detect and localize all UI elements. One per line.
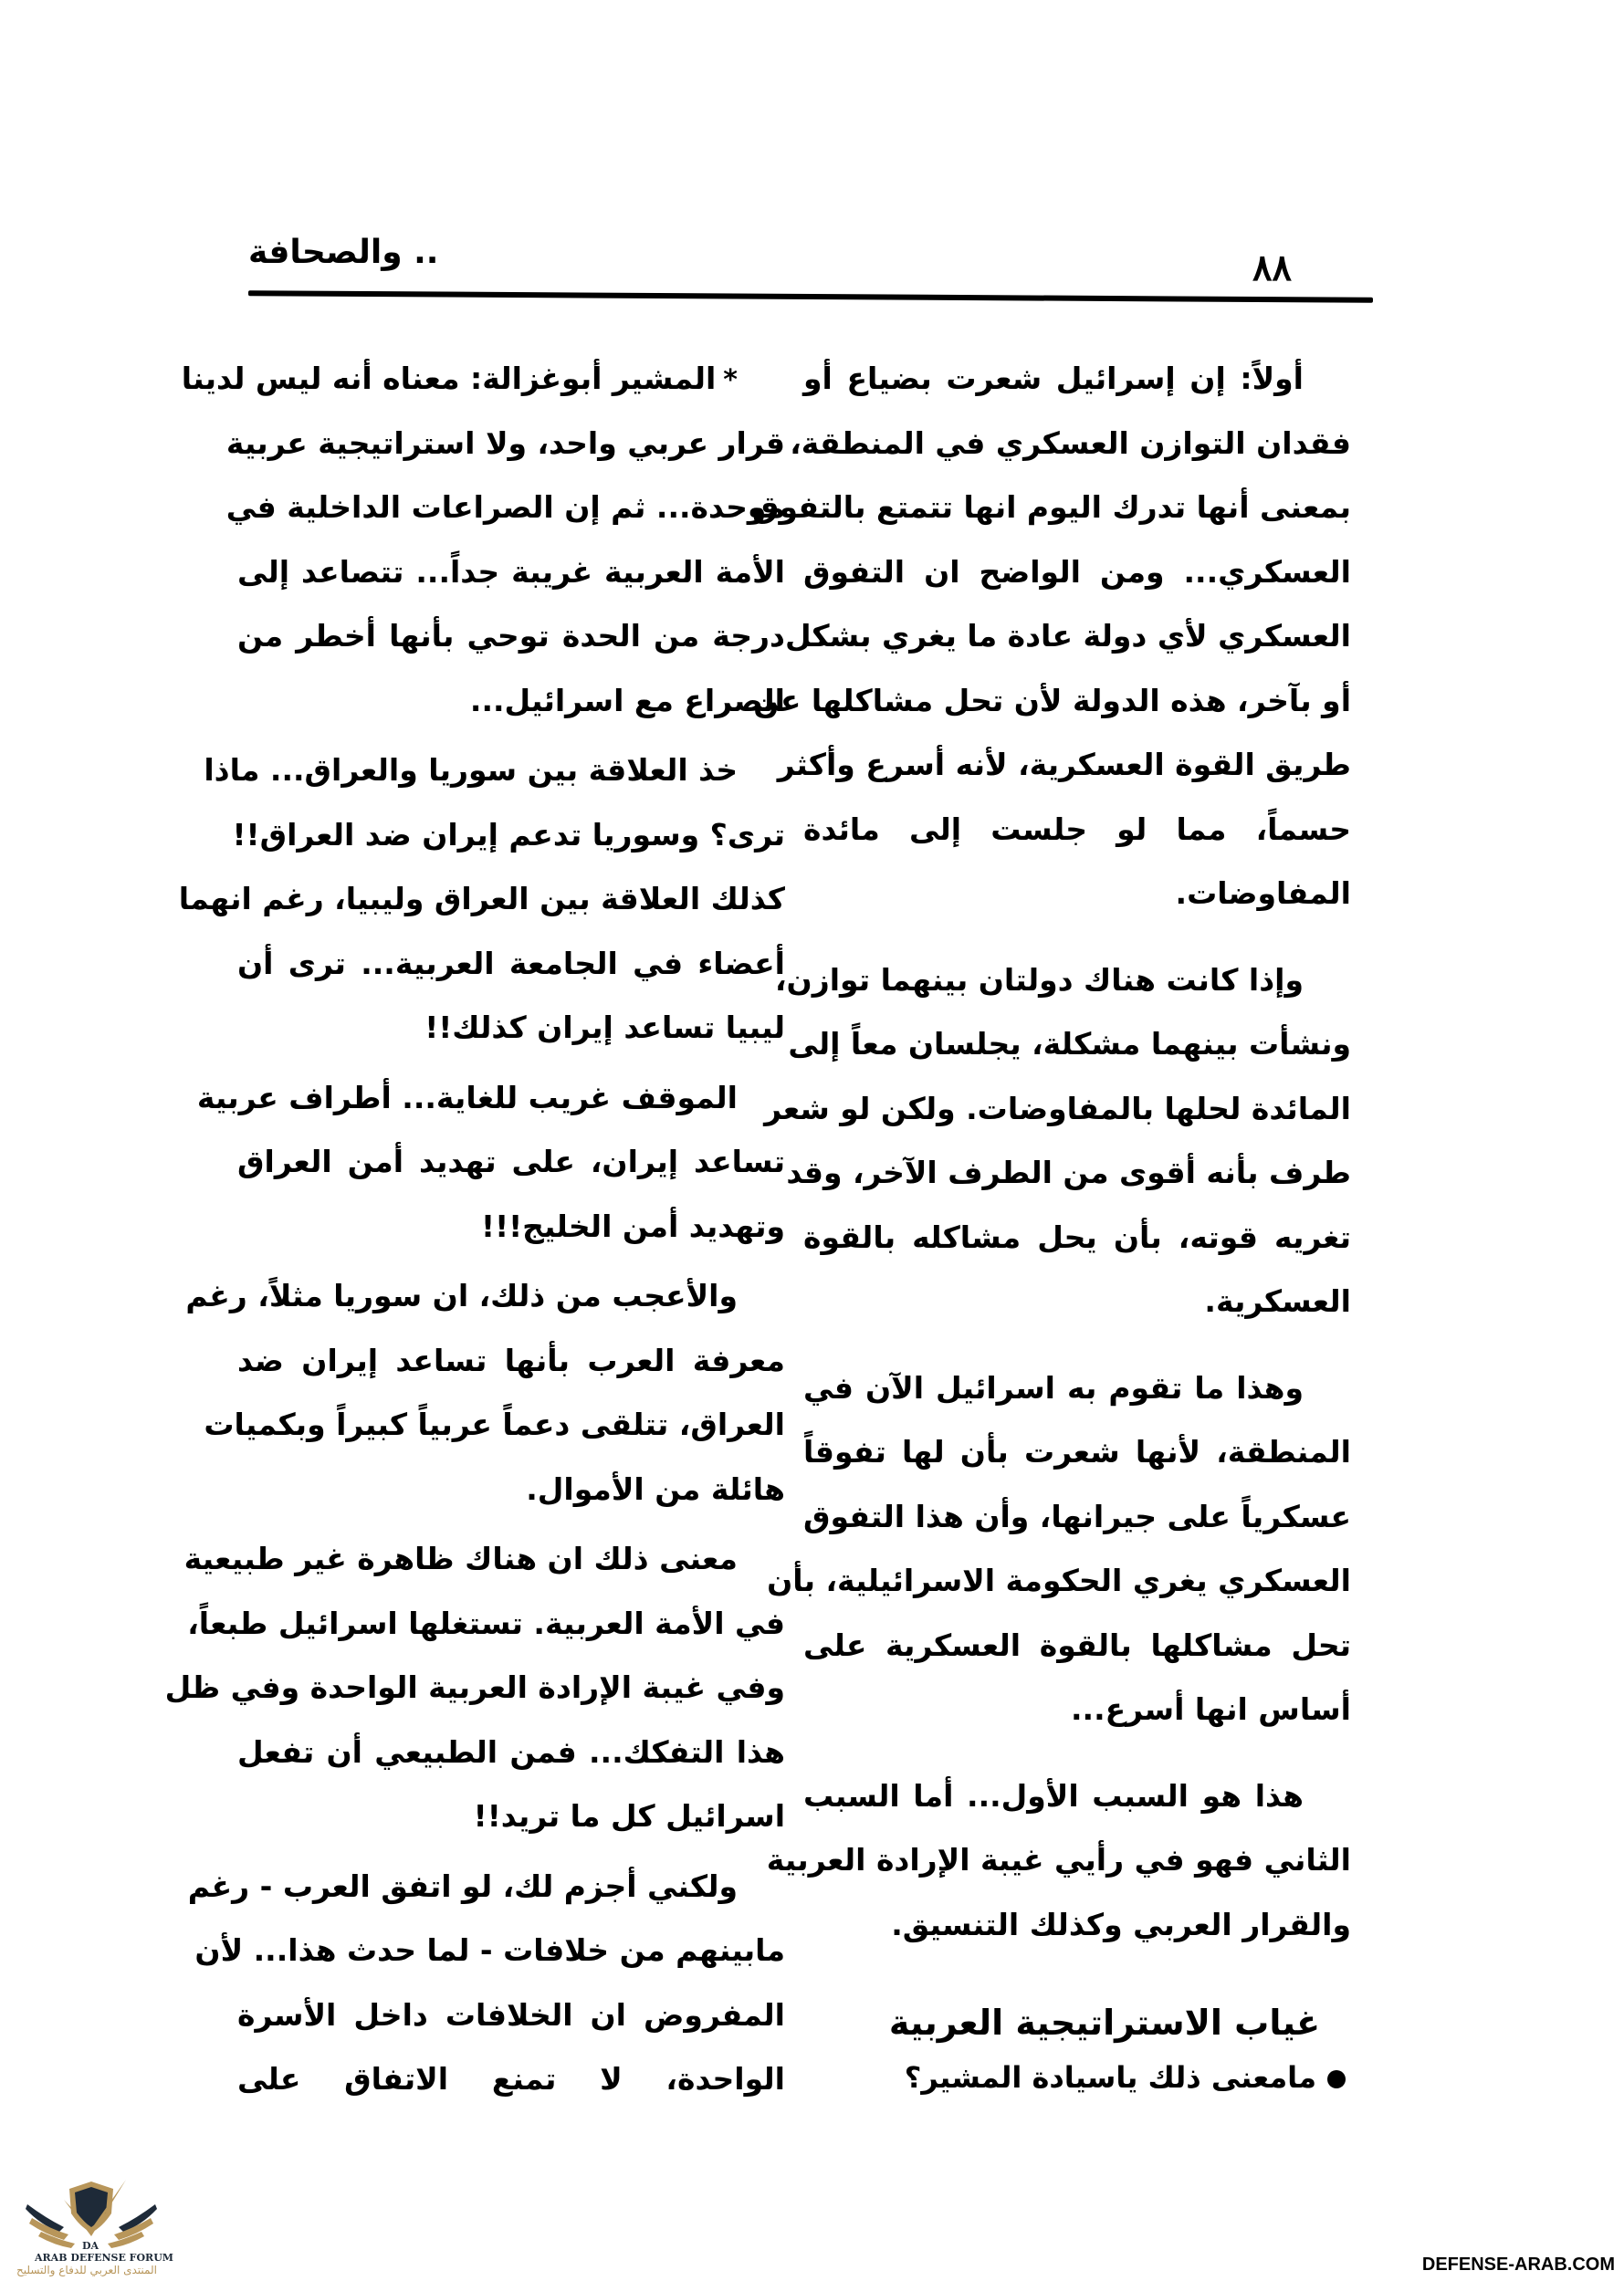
text-line: والقرار العربي وكذلك التنسيق. <box>891 1906 1351 1942</box>
text-line: حسماً، مما لو جلست إلى مائدة <box>803 811 1351 847</box>
header-rule <box>248 290 1373 303</box>
paragraph-gap <box>803 926 1351 948</box>
text-line: تساعد إيران، على تهديد أمن العراق <box>237 1144 785 1179</box>
text-line: طرف بأنه أقوى من الطرف الآخر، وقد <box>786 1155 1351 1190</box>
logo-arabic-text: المنتدى العربي للدفاع والتسليح <box>16 2264 157 2276</box>
text-line: أعضاء في الجامعة العربية... ترى أن <box>237 945 785 981</box>
text-line: الموقف غريب للغاية... أطراف عربية <box>196 1079 738 1115</box>
text-line: موحدة... ثم إن الصراعات الداخلية في <box>225 489 785 525</box>
text-line: الأمة العربية غريبة جداً... تتصاعد إلى <box>237 553 785 590</box>
text-line: وفي غيبة الإرادة العربية الواحدة وفي ظل <box>164 1669 785 1705</box>
text-line: كذلك العلاقة بين العراق وليبيا، رغم انهما <box>178 881 785 916</box>
paragraph <box>178 738 785 1061</box>
text-line: وهذا ما تقوم به اسرائيل الآن في <box>803 1369 1304 1406</box>
page-number: ٨٨ <box>1252 246 1292 289</box>
paragraph <box>767 1356 1351 1742</box>
text-line: ولكني أجزم لك، لو اتفق العرب - رغم <box>187 1868 738 1904</box>
text-line: العسكرية. <box>1204 1283 1351 1319</box>
question-text: مامعنى ذلك ياسيادة المشير؟ <box>904 2060 1316 2095</box>
text-line: خذ العلاقة بين سوريا والعراق... ماذا <box>204 752 738 788</box>
text-line: بمعنى أنها تدرك اليوم انها تتمتع بالتفوق <box>751 489 1351 525</box>
text-line: العراق، تتلقى دعماً عربياً كبيراً وبكميات <box>204 1407 785 1442</box>
paragraph <box>187 1855 785 2112</box>
text-line: وإذا كانت هناك دولتان بينهما توازن، <box>775 961 1304 998</box>
paragraph <box>751 347 1351 926</box>
text-line: أولاً: إن إسرائيل شعرت بضياع أو <box>803 361 1304 396</box>
text-line: هذا التفكك... فمن الطبيعي أن تفعل <box>237 1733 785 1770</box>
site-watermark: DEFENSE-ARAB.COM <box>1421 2255 1615 2275</box>
logo-monogram: DA <box>82 2240 100 2252</box>
text-line: معنى ذلك ان هناك ظاهرة غير طبيعية <box>183 1541 738 1576</box>
text-line: هائلة من الأموال. <box>526 1470 785 1507</box>
text-line: درجة من الحدة توحي بأنها أخطر من <box>237 618 785 654</box>
text-line: هذا هو السبب الأول... أما السبب <box>803 1777 1304 1814</box>
paragraph <box>766 1764 1351 1958</box>
text-line: معرفة العرب بأنها تساعد إيران ضد <box>237 1342 785 1378</box>
text-line: مابينهم من خلافات - لما حدث هذا... لأن <box>194 1932 785 1968</box>
text-line: ليبيا تساعد إيران كذلك!! <box>424 1010 785 1045</box>
interviewer-question <box>803 2050 1351 2105</box>
text-line: الواحدة، لا تمنع الاتفاق على <box>237 2061 785 2097</box>
text-line: قرار عربي واحد، ولا استراتيجية عربية <box>225 424 785 461</box>
logo-english-text: ARAB DEFENSE FORUM <box>35 2252 173 2264</box>
text-line: الصراع مع اسرائيل... <box>469 682 785 718</box>
text-line: العسكري يغري الحكومة الاسرائيلية، بأن <box>767 1563 1351 1598</box>
text-line: تحل مشاكلها بالقوة العسكرية على <box>803 1627 1351 1663</box>
text-line: العسكري لأي دولة عادة ما يغري بشكل <box>784 618 1351 654</box>
paragraph <box>185 1264 785 1522</box>
text-line: العسكري... ومن الواضح ان التفوق <box>803 553 1351 590</box>
text-line: فقدان التوازن العسكري في المنطقة، <box>790 424 1351 461</box>
left-column <box>164 347 785 2112</box>
text-line: ونشأت بينهما مشكلة، يجلسان معاً إلى <box>788 1026 1351 1062</box>
paragraph-gap <box>803 1334 1351 1356</box>
text-line: المفروض ان الخلافات داخل الأسرة <box>237 1996 785 2033</box>
asterisk-icon: * <box>723 364 738 396</box>
text-line: المنطقة، لأنها شعرت بأن لها تفوقاً <box>803 1434 1351 1470</box>
text-line: طريق القوة العسكرية، لأنه أسرع وأكثر <box>777 747 1351 782</box>
text-line: المائدة لحلها بالمفاوضات. ولكن لو شعر <box>764 1090 1351 1126</box>
text-line: أساس انها أسرع... <box>1071 1691 1351 1727</box>
paragraph <box>196 1066 785 1260</box>
text-line <box>181 347 785 412</box>
paragraph <box>764 948 1351 1334</box>
text-line: في الأمة العربية. تستغلها اسرائيل طبعاً، <box>187 1605 785 1641</box>
paragraph-gap <box>803 1742 1351 1764</box>
right-column <box>751 347 1351 2105</box>
text-line: وتهديد أمن الخليج!!! <box>481 1208 785 1244</box>
section-heading: غياب الاستراتيجية العربية <box>888 2003 1321 2043</box>
paragraph <box>164 1527 785 1849</box>
text-line: المفاوضات. <box>1175 875 1351 911</box>
text-line-content: المشير أبوغزالة: معناه أنه ليس لدينا <box>181 361 717 396</box>
running-title: .. والصحافة <box>248 234 439 271</box>
text-line: اسرائيل كل ما تريد!! <box>473 1798 785 1834</box>
text-line: والأعجب من ذلك، ان سوريا مثلاً، رغم <box>185 1278 738 1313</box>
text-line: تغريه قوته، بأن يحل مشاكله بالقوة <box>803 1219 1351 1255</box>
text-line: أو بآخر، هذه الدولة لأن تحل مشاكلها عن <box>753 682 1351 718</box>
paragraph <box>181 347 785 733</box>
text-line: الثاني فهو في رأيي غيبة الإرادة العربية <box>766 1842 1351 1878</box>
text-line: عسكرياً على جيرانها، وأن هذا التفوق <box>802 1498 1351 1534</box>
bullet-icon <box>1327 2070 1346 2088</box>
text-line: ترى؟ وسوريا تدعم إيران ضد العراق!! <box>232 816 785 853</box>
